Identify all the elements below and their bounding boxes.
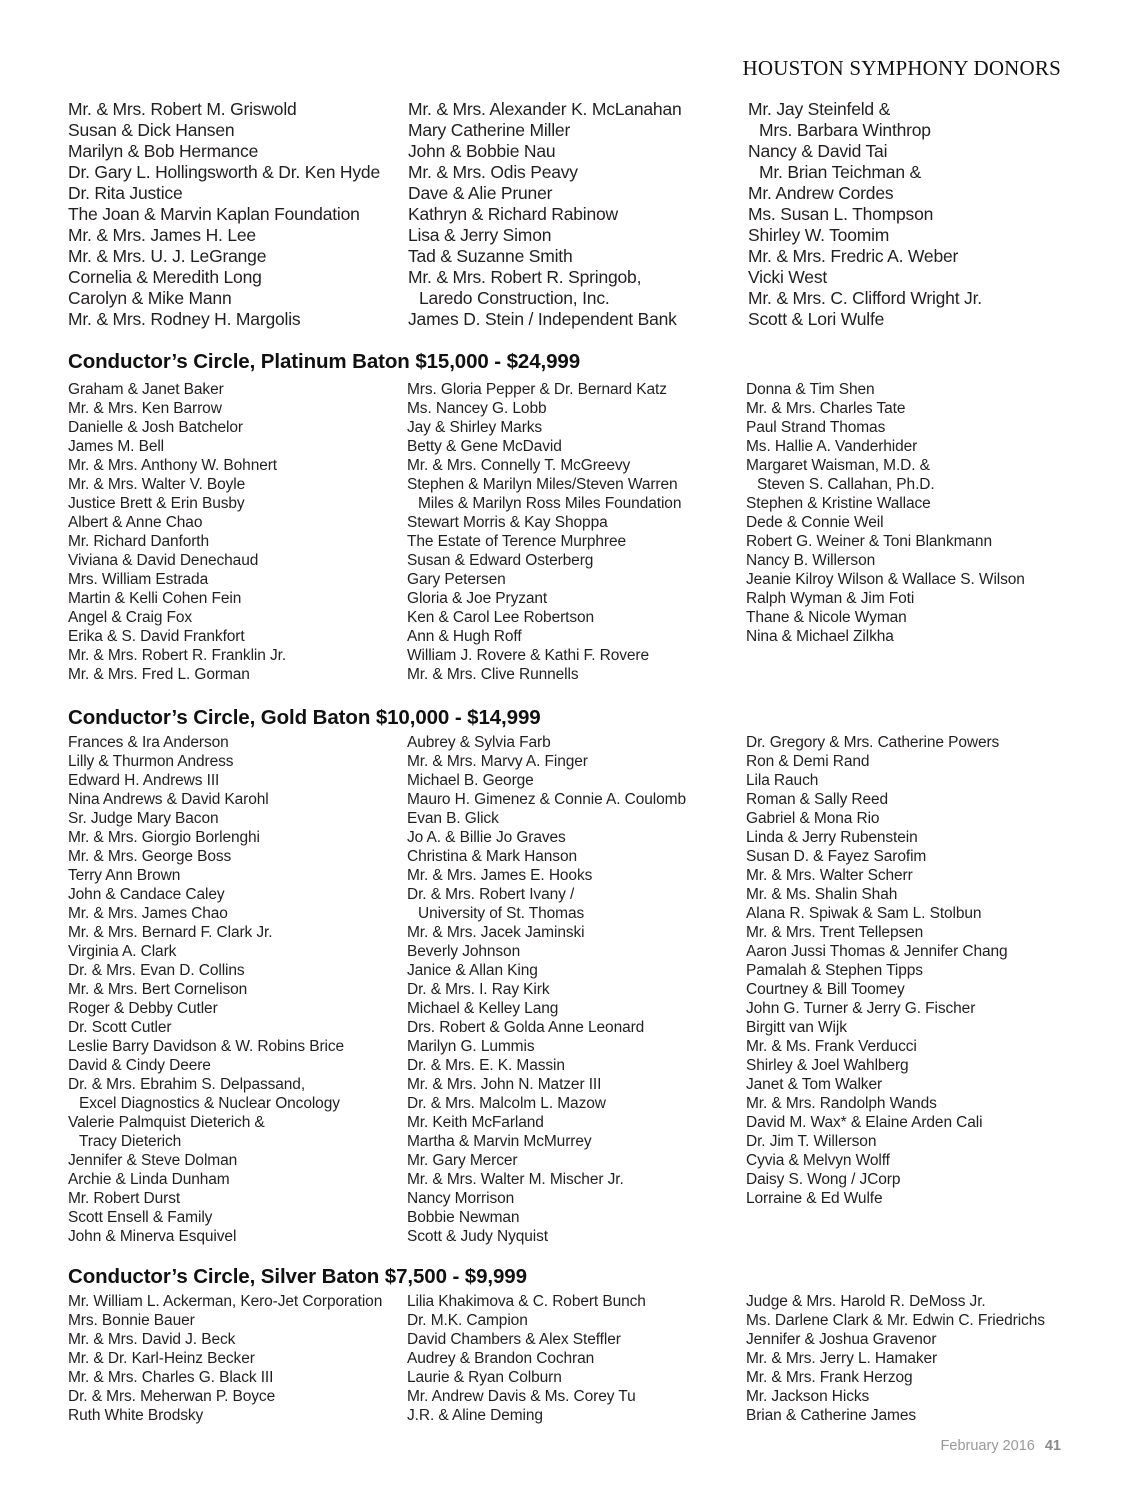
donor-entry: Mr. William L. Ackerman, Kero-Jet Corporation [68,1293,383,1310]
donor-entry: J.R. & Aline Deming [407,1407,543,1424]
donor-entry: Mary Catherine Miller [408,120,571,140]
donor-entry: Roger & Debby Cutler [68,1000,218,1017]
donor-entry: Albert & Anne Chao [68,514,203,531]
donor-entry: Excel Diagnostics & Nuclear Oncology [79,1095,340,1112]
donor-entry: Mr. & Mrs. Fred L. Gorman [68,666,250,683]
donor-entry: Janet & Tom Walker [746,1076,883,1093]
donor-entry: Viviana & David Denechaud [68,552,259,569]
donor-entry: Edward H. Andrews III [68,772,220,789]
donor-entry: Gabriel & Mona Rio [746,810,880,827]
donor-entry: Stephen & Kristine Wallace [746,495,931,512]
donor-entry: Nancy B. Willerson [746,552,876,569]
donor-entry: Steven S. Callahan, Ph.D. [757,476,935,493]
donor-entry: Mr. & Mrs. Robert M. Griswold [68,99,297,119]
donor-entry: Martha & Marvin McMurrey [407,1133,592,1150]
page-header-title: HOUSTON SYMPHONY DONORS [742,56,1061,80]
donor-entry: Susan & Dick Hansen [68,120,235,140]
silver-col1 [68,1292,382,1425]
donor-entry: Shirley & Joel Wahlberg [746,1057,909,1074]
donor-entry: Mrs. Gloria Pepper & Dr. Bernard Katz [407,381,667,398]
donor-entry: Mr. & Dr. Karl-Heinz Becker [68,1350,255,1367]
donor-entry: Daisy S. Wong / JCorp [746,1171,901,1188]
donor-entry: Bobbie Newman [407,1209,520,1226]
donor-entry: Mr. & Mrs. Walter V. Boyle [68,476,246,493]
donor-entry: Michael & Kelley Lang [407,1000,559,1017]
donor-entry: Mr. & Mrs. James E. Hooks [407,867,593,884]
donor-entry: Drs. Robert & Golda Anne Leonard [407,1019,645,1036]
donor-entry: Sr. Judge Mary Bacon [68,810,219,827]
donor-entry: Mr. & Mrs. James Chao [68,905,228,922]
donor-entry: Pamalah & Stephen Tipps [746,962,923,979]
donor-entry: Gloria & Joe Pryzant [407,590,548,607]
donor-entry: Mr. & Mrs. Giorgio Borlenghi [68,829,260,846]
donor-entry: University of St. Thomas [418,905,585,922]
donor-entry: David & Cindy Deere [68,1057,211,1074]
footer-issue: February 2016 [940,1438,1035,1454]
platinum-heading: Conductor’s Circle, Platinum Baton $15,000 - $24,999 [68,350,581,373]
donor-entry: John & Candace Caley [68,886,225,903]
donor-entry: Carolyn & Mike Mann [68,288,232,308]
donor-entry: Stewart Morris & Kay Shoppa [407,514,608,531]
donor-entry: Mr. & Mrs. Walter M. Mischer Jr. [407,1171,624,1188]
donor-entry: Graham & Janet Baker [68,381,224,398]
donor-entry: Laurie & Ryan Colburn [407,1369,562,1386]
donor-entry: Virginia A. Clark [68,943,177,960]
donor-entry: Mr. & Mrs. George Boss [68,848,232,865]
donor-entry: Lorraine & Ed Wulfe [746,1190,883,1207]
donor-entry: Mr. & Mrs. C. Clifford Wright Jr. [748,288,982,308]
donor-entry: Angel & Craig Fox [68,609,193,626]
donor-entry: Mr. & Mrs. Jerry L. Hamaker [746,1350,938,1367]
donor-entry: Mr. & Mrs. U. J. LeGrange [68,246,267,266]
donor-entry: John & Bobbie Nau [408,141,556,161]
donor-entry: John G. Turner & Jerry G. Fischer [746,1000,976,1017]
donor-entry: Lila Rauch [746,772,819,789]
donor-entry: Betty & Gene McDavid [407,438,562,455]
donor-entry: Archie & Linda Dunham [68,1171,230,1188]
donor-entry: Dede & Connie Weil [746,514,884,531]
donor-entry: Christina & Mark Hanson [407,848,577,865]
donor-entry: Dr. Gary L. Hollingsworth & Dr. Ken Hyde [68,162,380,182]
donor-entry: Mr. & Mrs. Frank Herzog [746,1369,913,1386]
donor-entry: Mr. & Mrs. Odis Peavy [408,162,578,182]
donor-entry: Mr. & Mrs. Bert Cornelison [68,981,248,998]
footer-page-number: 41 [1044,1438,1061,1454]
donor-entry: Cornelia & Meredith Long [68,267,262,287]
donor-entry: Dr. & Mrs. I. Ray Kirk [407,981,550,998]
donor-entry: Mr. & Mrs. Charles Tate [746,400,906,417]
donor-entry: Ms. Susan L. Thompson [748,204,934,224]
donor-entry: Dr. & Mrs. Malcolm L. Mazow [407,1095,606,1112]
donor-entry: Erika & S. David Frankfort [68,628,245,645]
donor-entry: Ms. Darlene Clark & Mr. Edwin C. Friedrichs [746,1312,1045,1329]
donor-entry: Danielle & Josh Batchelor [68,419,243,436]
donor-entry: Nancy Morrison [407,1190,515,1207]
donor-entry: Courtney & Bill Toomey [746,981,905,998]
donor-entry: Ralph Wyman & Jim Foti [746,590,915,607]
donor-entry: Mr. & Mrs. Robert R. Franklin Jr. [68,647,287,664]
donor-entry: Mr. & Mrs. Charles G. Black III [68,1369,274,1386]
donor-entry: Valerie Palmquist Dieterich & [68,1114,265,1131]
donor-entry: David Chambers & Alex Steffler [407,1331,621,1348]
donor-entry: Jennifer & Steve Dolman [68,1152,238,1169]
donor-entry: Ms. Nancey G. Lobb [407,400,547,417]
donor-entry: Dr. Rita Justice [68,183,183,203]
donor-entry: Mr. Jay Steinfeld & [748,99,891,119]
donor-entry: Dr. & Mrs. Meherwan P. Boyce [68,1388,276,1405]
donor-entry: Leslie Barry Davidson & W. Robins Brice [68,1038,345,1055]
donor-entry: Mrs. Bonnie Bauer [68,1312,195,1329]
donor-entry: Scott & Judy Nyquist [407,1228,549,1245]
donor-entry: Jennifer & Joshua Gravenor [746,1331,937,1348]
donor-entry: Mr. & Mrs. Jacek Jaminski [407,924,585,941]
donor-entry: Ann & Hugh Roff [407,628,522,645]
donor-entry: Justice Brett & Erin Busby [68,495,245,512]
gold-col1 [68,733,344,1246]
donor-entry: Mr. & Mrs. Clive Runnells [407,666,579,683]
donor-entry: Alana R. Spiwak & Sam L. Stolbun [746,905,982,922]
donor-entry: Mr. Keith McFarland [407,1114,544,1131]
donor-entry: Mr. & Ms. Shalin Shah [746,886,898,903]
donor-entry: Mr. & Mrs. Fredric A. Weber [748,246,959,266]
donor-entry: Mr. & Mrs. Alexander K. McLanahan [408,99,682,119]
page-footer [941,1438,1061,1454]
donor-entry: The Estate of Terence Murphree [407,533,627,550]
donor-entry: Ron & Demi Rand [746,753,870,770]
donor-entry: Tracy Dieterich [79,1133,182,1150]
donor-entry: Mr. & Mrs. Connelly T. McGreevy [407,457,631,474]
donor-entry: Susan D. & Fayez Sarofim [746,848,927,865]
donor-entry: Birgitt van Wijk [746,1019,847,1036]
donor-entry: Mauro H. Gimenez & Connie A. Coulomb [407,791,686,808]
donor-entry: Cyvia & Melvyn Wolff [746,1152,890,1169]
gold-col3 [746,733,1008,1208]
donor-entry: Thane & Nicole Wyman [746,609,907,626]
donor-entry: Dr. Jim T. Willerson [746,1133,877,1150]
donor-entry: Dr. Gregory & Mrs. Catherine Powers [746,734,1000,751]
donor-entry: Audrey & Brandon Cochran [407,1350,595,1367]
donor-entry: Lisa & Jerry Simon [408,225,552,245]
donor-entry: Lilia Khakimova & C. Robert Bunch [407,1293,646,1310]
donor-entry: Mr. Robert Durst [68,1190,181,1207]
donor-entry: Mr. & Mrs. Randolph Wands [746,1095,937,1112]
donor-entry: Mr. & Mrs. Robert R. Springob, [408,267,642,287]
donor-entry: James M. Bell [68,438,165,455]
donor-entry: Laredo Construction, Inc. [419,288,610,308]
donor-entry: David M. Wax* & Elaine Arden Cali [746,1114,983,1131]
donor-entry: Mrs. Barbara Winthrop [759,120,931,140]
donor-entry: Mr. & Mrs. Trent Tellepsen [746,924,924,941]
donor-entry: Stephen & Marilyn Miles/Steven Warren [407,476,678,493]
silver-col3 [746,1292,1045,1425]
donor-entry: Martin & Kelli Cohen Fein [68,590,242,607]
donor-entry: Ken & Carol Lee Robertson [407,609,595,626]
donor-entry: William J. Rovere & Kathi F. Rovere [407,647,649,664]
donor-entry: Frances & Ira Anderson [68,734,229,751]
donor-entry: Michael B. George [407,772,534,789]
donor-entry: The Joan & Marvin Kaplan Foundation [68,204,360,224]
donor-entry: Mr. & Mrs. Rodney H. Margolis [68,309,301,329]
donor-entry: Mr. & Mrs. Walter Scherr [746,867,913,884]
donor-entry: Roman & Sally Reed [746,791,889,808]
donor-entry: Lilly & Thurmon Andress [68,753,234,770]
donor-entry: James D. Stein / Independent Bank [408,309,677,329]
donor-entry: Mr. & Mrs. Marvy A. Finger [407,753,588,770]
donor-entry: Mr. & Mrs. Anthony W. Bohnert [68,457,278,474]
gold-heading: Conductor’s Circle, Gold Baton $10,000 - $14,999 [68,706,541,729]
donor-entry: Mr. & Mrs. James H. Lee [68,225,256,245]
donor-entry: Vicki West [748,267,828,287]
donor-entry: Ms. Hallie A. Vanderhider [746,438,918,455]
donor-entry: Janice & Allan King [407,962,538,979]
silver-col2 [407,1292,646,1425]
donor-entry: Margaret Waisman, M.D. & [746,457,930,474]
donor-entry: Mr. & Mrs. John N. Matzer III [407,1076,602,1093]
donor-entry: Mr. & Mrs. Ken Barrow [68,400,222,417]
donor-entry: Jo A. & Billie Jo Graves [407,829,566,846]
donor-entry: Mr. & Mrs. Bernard F. Clark Jr. [68,924,273,941]
donor-entry: Gary Petersen [407,571,506,588]
gold-col2 [407,733,686,1246]
donor-entry: Mr. & Mrs. David J. Beck [68,1331,236,1348]
donor-entry: Judge & Mrs. Harold R. DeMoss Jr. [746,1293,986,1310]
donor-entry: Scott & Lori Wulfe [748,309,885,329]
donor-entry: Jeanie Kilroy Wilson & Wallace S. Wilson [746,571,1025,588]
donor-entry: Terry Ann Brown [68,867,181,884]
platinum-col1 [68,380,286,684]
top-list-col2 [408,99,682,330]
donor-entry: Susan & Edward Osterberg [407,552,594,569]
donor-entry: Dr. & Mrs. E. K. Massin [407,1057,565,1074]
donor-entry: Nina Andrews & David Karohl [68,791,269,808]
top-list-col3 [748,99,982,330]
platinum-col2 [407,380,681,684]
donor-entry: Mr. Andrew Davis & Ms. Corey Tu [407,1388,636,1405]
donor-entry: Linda & Jerry Rubenstein [746,829,918,846]
donor-entry: Jay & Shirley Marks [407,419,543,436]
donor-entry: Mrs. William Estrada [68,571,209,588]
top-list-col1 [68,99,380,330]
donor-entry: Dr. M.K. Campion [407,1312,528,1329]
donor-entry: Dr. & Mrs. Evan D. Collins [68,962,245,979]
platinum-col3 [746,380,1025,646]
donor-entry: Aubrey & Sylvia Farb [407,734,551,751]
donor-entry: Paul Strand Thomas [746,419,886,436]
donor-entry: Evan B. Glick [407,810,499,827]
donor-entry: Ruth White Brodsky [68,1407,204,1424]
donor-entry: Mr. Richard Danforth [68,533,209,550]
donor-entry: Donna & Tim Shen [746,381,875,398]
donor-entry: Mr. Jackson Hicks [746,1388,870,1405]
donor-entry: Mr. & Ms. Frank Verducci [746,1038,917,1055]
donor-entry: Kathryn & Richard Rabinow [408,204,618,224]
donor-entry: Scott Ensell & Family [68,1209,213,1226]
donor-entry: Shirley W. Toomim [748,225,890,245]
donor-entry: Marilyn & Bob Hermance [68,141,259,161]
donor-entry: Nancy & David Tai [748,141,888,161]
donor-entry: Miles & Marilyn Ross Miles Foundation [418,495,682,512]
donor-entry: Dr. Scott Cutler [68,1019,172,1036]
donor-entry: Dave & Alie Pruner [408,183,553,203]
donor-entry: Nina & Michael Zilkha [746,628,894,645]
donor-entry: Tad & Suzanne Smith [408,246,573,266]
donor-entry: Dr. & Mrs. Ebrahim S. Delpassand, [68,1076,306,1093]
silver-heading: Conductor’s Circle, Silver Baton $7,500 - $9,999 [68,1265,527,1288]
donor-entry: Marilyn G. Lummis [407,1038,535,1055]
donor-entry: Aaron Jussi Thomas & Jennifer Chang [746,943,1008,960]
donor-entry: Dr. & Mrs. Robert Ivany / [407,886,575,903]
donor-entry: Mr. Gary Mercer [407,1152,518,1169]
donor-entry: Mr. Brian Teichman & [759,162,921,182]
donor-entry: Robert G. Weiner & Toni Blankmann [746,533,992,550]
donor-entry: Mr. Andrew Cordes [748,183,894,203]
donor-entry: Beverly Johnson [407,943,521,960]
donor-entry: John & Minerva Esquivel [68,1228,237,1245]
donor-entry: Brian & Catherine James [746,1407,917,1424]
